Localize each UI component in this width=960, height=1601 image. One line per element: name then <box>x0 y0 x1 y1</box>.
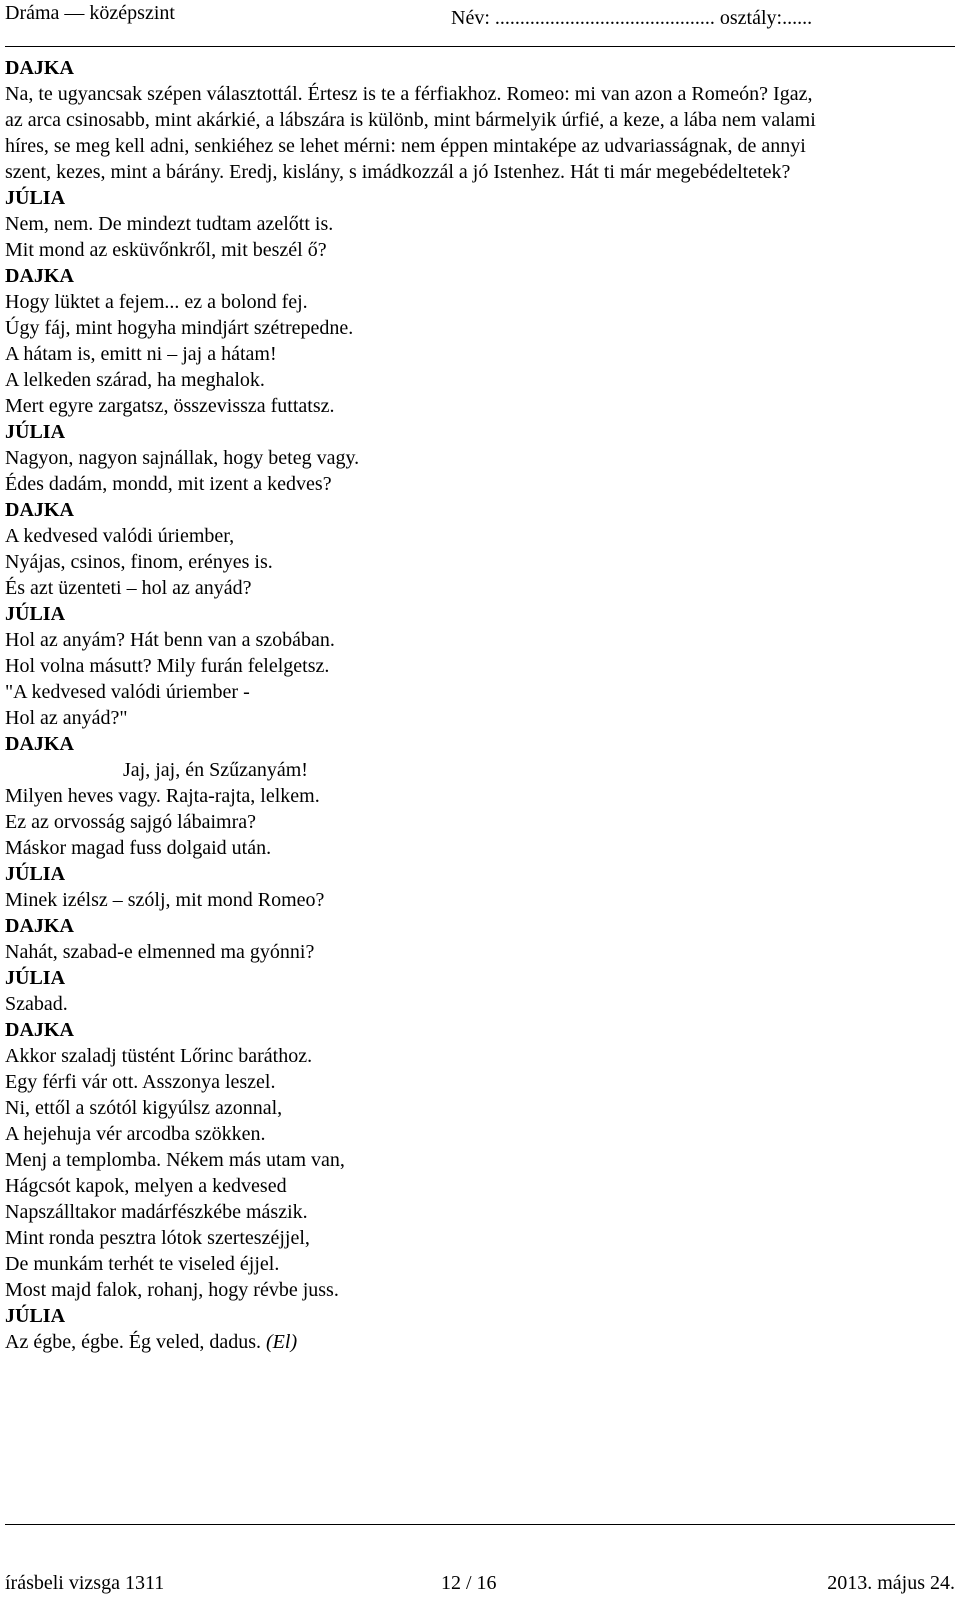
dialogue-text: Az égbe, égbe. Ég veled, dadus. <box>5 1331 262 1353</box>
dialogue-line: híres, se meg kell adni, senkiéhez se lehet mérni: nem éppen mintaképe az udvariasságnak, de annyi <box>5 135 806 157</box>
dialogue-line: Ez az orvosság sajgó lábaimra? <box>5 811 257 833</box>
speaker-name: DAJKA <box>5 499 74 521</box>
dialogue-line: "A kedvesed valódi úriember - <box>5 681 250 703</box>
dialogue-line: Máskor magad fuss dolgaid után. <box>5 837 272 859</box>
header-rule <box>5 46 955 47</box>
speaker-name: JÚLIA <box>5 863 66 885</box>
dialogue-line: Hol az anyám? Hát benn van a szobában. <box>5 629 335 651</box>
dialogue-line: Na, te ugyancsak szépen választottál. Értesz is te a férfiakhoz. Romeo: mi van azon a Romeón? Igaz, <box>5 83 813 105</box>
dialogue-line: Édes dadám, mondd, mit izent a kedves? <box>5 473 332 495</box>
dialogue-line: Milyen heves vagy. Rajta-rajta, lelkem. <box>5 785 320 807</box>
dialogue-line: De munkám terhét te viseled éjjel. <box>5 1253 280 1275</box>
speaker-name: DAJKA <box>5 57 74 79</box>
speaker-name: JÚLIA <box>5 967 66 989</box>
script-text <box>5 55 950 1355</box>
dialogue-line: Ni, ettől a szótól kigyúlsz azonnal, <box>5 1097 283 1119</box>
page-number: 12 / 16 <box>441 1572 497 1594</box>
speaker-name: DAJKA <box>5 1019 74 1041</box>
speaker-name: JÚLIA <box>5 603 66 625</box>
dialogue-line: Most majd falok, rohanj, hogy révbe juss. <box>5 1279 339 1301</box>
header-title: Dráma — középszint <box>5 2 175 24</box>
dialogue-line: Mint ronda pesztra lótok szerteszéjjel, <box>5 1227 310 1249</box>
dialogue-line: Hol az anyád?" <box>5 707 128 729</box>
dialogue-line: A hejehuja vér arcodba szökken. <box>5 1123 266 1145</box>
speaker-name: DAJKA <box>5 733 74 755</box>
dialogue-line: Nagyon, nagyon sajnállak, hogy beteg vagy. <box>5 447 360 469</box>
dialogue-line: Hol volna másutt? Mily furán felelgetsz. <box>5 655 330 677</box>
footer-rule <box>5 1524 955 1525</box>
dialogue-line: A kedvesed valódi úriember, <box>5 525 235 547</box>
name-class-field: Név: ............................................ osztály:...... <box>451 7 813 29</box>
dialogue-line <box>5 1329 950 1355</box>
dialogue-line: Mert egyre zargatsz, összevissza futtatsz. <box>5 395 335 417</box>
dialogue-line: És azt üzenteti – hol az anyád? <box>5 577 252 599</box>
dialogue-line: Mit mond az esküvőnkről, mit beszél ő? <box>5 239 327 261</box>
speaker-name: DAJKA <box>5 915 74 937</box>
speaker-name: JÚLIA <box>5 1305 66 1327</box>
dialogue-line: Hágcsót kapok, melyen a kedvesed <box>5 1175 287 1197</box>
dialogue-line: Nyájas, csinos, finom, erényes is. <box>5 551 273 573</box>
exam-date: 2013. május 24. <box>827 1572 955 1594</box>
dialogue-line: A hátam is, emitt ni – jaj a hátam! <box>5 343 277 365</box>
dialogue-line: Napszálltakor madárfészkébe mászik. <box>5 1201 308 1223</box>
page-footer <box>5 1570 955 1596</box>
dialogue-line: Menj a templomba. Nékem más utam van, <box>5 1149 345 1171</box>
dialogue-line: A lelkeden szárad, ha meghalok. <box>5 369 265 391</box>
exam-id: írásbeli vizsga 1311 <box>5 1572 165 1594</box>
dialogue-line: Nem, nem. De mindezt tudtam azelőtt is. <box>5 213 334 235</box>
dialogue-line: Minek izélsz – szólj, mit mond Romeo? <box>5 889 325 911</box>
dialogue-line: Szabad. <box>5 993 68 1015</box>
dialogue-line: Akkor szaladj tüstént Lőrinc baráthoz. <box>5 1045 313 1067</box>
speaker-name: DAJKA <box>5 265 74 287</box>
dialogue-line: Hogy lüktet a fejem... ez a bolond fej. <box>5 291 308 313</box>
speaker-name: JÚLIA <box>5 187 66 209</box>
dialogue-line: Jaj, jaj, én Szűzanyám! <box>123 759 308 781</box>
dialogue-line: Nahát, szabad-e elmenned ma gyónni? <box>5 941 315 963</box>
dialogue-line: az arca csinosabb, mint akárkié, a lábszára is különb, mint bármelyik úrfié, a keze, a lába nem valami <box>5 109 816 131</box>
speaker-name: JÚLIA <box>5 421 66 443</box>
dialogue-line: szent, kezes, mint a bárány. Eredj, kislány, s imádkozzál a jó Istenhez. Hát ti már megebédeltetek? <box>5 161 791 183</box>
stage-direction: (El) <box>266 1331 298 1353</box>
dialogue-line: Egy férfi vár ott. Asszonya leszel. <box>5 1071 276 1093</box>
page-header <box>5 0 955 46</box>
dialogue-line: Úgy fáj, mint hogyha mindjárt szétrepedne. <box>5 317 354 339</box>
